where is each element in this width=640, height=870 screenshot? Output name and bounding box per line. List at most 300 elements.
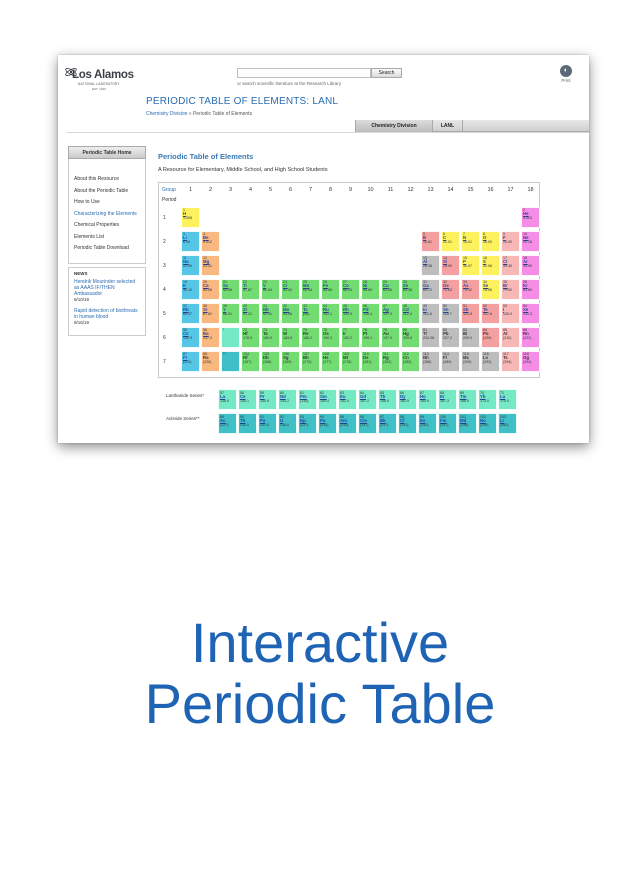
element-cell[interactable] — [521, 351, 540, 372]
element-cell[interactable] — [521, 303, 540, 324]
element-symbol: Po — [483, 331, 489, 337]
atomic-number: 22 — [243, 280, 247, 285]
atomic-mass: 28.09 — [443, 264, 452, 269]
element-cell[interactable] — [238, 413, 257, 434]
atomic-mass: 88.91 — [223, 312, 232, 317]
element-cell[interactable] — [361, 279, 380, 300]
element-cell[interactable] — [201, 279, 220, 300]
element-cell[interactable] — [281, 279, 300, 300]
element-cell[interactable] — [221, 279, 240, 300]
element-cell[interactable] — [421, 231, 440, 252]
sidebar-item[interactable]: Elements List — [74, 233, 105, 240]
atomic-number: 75 — [303, 328, 307, 333]
element-cell[interactable] — [461, 279, 480, 300]
atomic-number: 20 — [203, 280, 207, 285]
sidebar-item[interactable]: Characterizing the Elements — [74, 210, 137, 217]
element-cell[interactable] — [461, 231, 480, 252]
atomic-mass: 131.3 — [523, 312, 532, 317]
element-cell[interactable] — [521, 207, 540, 228]
element-symbol: Ge — [443, 283, 449, 289]
series-placeholder-cell[interactable] — [221, 351, 240, 372]
sidebar-item[interactable]: Chemical Properties — [74, 222, 120, 228]
element-cell[interactable] — [338, 413, 357, 434]
element-cell[interactable] — [501, 327, 520, 348]
header-divider — [66, 132, 589, 133]
element-cell[interactable] — [438, 389, 457, 410]
element-cell[interactable] — [481, 279, 500, 300]
atomic-number: 90 — [240, 414, 244, 419]
element-cell[interactable] — [341, 279, 360, 300]
atomic-mass: 192.2 — [343, 336, 352, 341]
element-cell[interactable] — [381, 303, 400, 324]
element-symbol: La — [220, 393, 226, 399]
element-symbol: Mo — [283, 307, 290, 313]
atomic-mass: 10.81 — [423, 240, 432, 245]
atomic-mass: 74.92 — [463, 288, 472, 293]
atomic-mass: 58.93 — [343, 288, 352, 293]
element-cell[interactable] — [358, 389, 377, 410]
element-cell[interactable] — [481, 255, 500, 276]
atomic-mass: 50.94 — [263, 288, 272, 293]
element-cell[interactable] — [418, 389, 437, 410]
element-cell[interactable] — [418, 413, 437, 434]
atomic-number: 77 — [343, 328, 347, 333]
element-cell[interactable] — [181, 327, 200, 348]
element-cell[interactable] — [298, 389, 317, 410]
lanthanide-series-label: Lanthanide Series* — [166, 393, 205, 398]
element-cell[interactable] — [241, 303, 260, 324]
atomic-number: 73 — [263, 328, 267, 333]
promo-line-2: Periodic Table — [144, 672, 496, 735]
element-cell[interactable] — [281, 351, 300, 372]
atomic-number: 13 — [423, 256, 427, 261]
element-cell[interactable] — [341, 327, 360, 348]
group-number: 8 — [328, 187, 333, 193]
atomic-mass: (282) — [383, 360, 392, 365]
element-cell[interactable] — [218, 413, 237, 434]
element-symbol: Cs — [183, 331, 189, 337]
group-number: 12 — [407, 187, 414, 193]
news-date: 9/16/19 — [74, 319, 90, 325]
atomic-mass: 207.2 — [443, 336, 452, 341]
element-cell[interactable] — [278, 389, 297, 410]
atomic-mass: 58.69 — [363, 288, 372, 293]
element-cell[interactable] — [321, 303, 340, 324]
element-cell[interactable] — [441, 351, 460, 372]
atomic-mass: 158.9 — [380, 398, 389, 403]
lanl-logo[interactable] — [64, 65, 134, 91]
element-cell[interactable] — [201, 351, 220, 372]
element-cell[interactable] — [441, 327, 460, 348]
element-cell[interactable] — [441, 231, 460, 252]
element-cell[interactable] — [401, 279, 420, 300]
nav-tab-lanl[interactable]: LANL — [433, 120, 463, 132]
element-cell[interactable] — [521, 279, 540, 300]
element-cell[interactable] — [301, 351, 320, 372]
element-cell[interactable] — [238, 389, 257, 410]
news-title: NEWS — [74, 270, 88, 276]
element-symbol: Bk — [380, 417, 386, 423]
element-cell[interactable] — [181, 207, 200, 228]
atomic-mass: 6.94 — [183, 240, 190, 245]
element-symbol: Y — [223, 307, 226, 313]
atomic-number: 10 — [523, 232, 527, 237]
element-cell[interactable] — [381, 279, 400, 300]
atomic-number: 48 — [403, 304, 407, 309]
group-number: 7 — [308, 187, 313, 193]
element-cell[interactable] — [421, 279, 440, 300]
news-link[interactable]: Rapid detection of biothreats in human blood — [74, 307, 138, 320]
element-cell[interactable] — [181, 279, 200, 300]
news-date: 9/10/19 — [74, 296, 90, 302]
atomic-mass: 91.22 — [243, 312, 252, 317]
element-cell[interactable] — [501, 231, 520, 252]
element-cell[interactable] — [378, 389, 397, 410]
news-link[interactable]: Hendrik Mourinder selected as AAAS IF/THEN Ambassador — [74, 278, 136, 297]
element-cell[interactable] — [458, 389, 477, 410]
element-cell[interactable] — [281, 327, 300, 348]
element-cell[interactable] — [458, 413, 477, 434]
atomic-mass: 178.5 — [243, 336, 252, 341]
element-symbol: Ce — [240, 393, 246, 399]
element-cell[interactable] — [421, 255, 440, 276]
element-symbol: Ar — [523, 259, 528, 265]
element-cell[interactable] — [481, 231, 500, 252]
atomic-mass: 14.01 — [463, 240, 472, 245]
element-cell[interactable] — [481, 327, 500, 348]
element-cell[interactable] — [521, 327, 540, 348]
group-number: 9 — [348, 187, 353, 193]
sidebar-item[interactable]: About the Periodic Table — [74, 187, 129, 194]
element-symbol: Es — [420, 417, 426, 423]
sidebar-item[interactable]: How to Use — [74, 199, 100, 205]
element-cell[interactable] — [441, 279, 460, 300]
logo-est: EST. 1943 — [92, 87, 106, 91]
element-cell[interactable] — [221, 303, 240, 324]
element-cell[interactable] — [261, 279, 280, 300]
element-cell[interactable] — [241, 351, 260, 372]
atomic-number: 109 — [343, 352, 349, 357]
atomic-number: 103 — [500, 414, 506, 419]
atomic-mass: (281) — [363, 360, 372, 365]
atomic-number: 97 — [380, 414, 384, 419]
search-input[interactable] — [237, 68, 371, 78]
element-symbol: Fl — [443, 355, 447, 361]
atomic-number: 44 — [323, 304, 327, 309]
element-cell[interactable] — [301, 279, 320, 300]
element-cell[interactable] — [481, 351, 500, 372]
breadcrumb-link-chemistry[interactable]: Chemistry Division — [146, 111, 188, 117]
atomic-number: 116 — [483, 352, 489, 357]
element-cell[interactable] — [398, 389, 417, 410]
atomic-mass: 127.6 — [483, 312, 492, 317]
element-cell[interactable] — [478, 413, 497, 434]
atomic-mass: (226) — [203, 360, 212, 365]
atomic-mass: 39.95 — [523, 264, 532, 269]
atomic-mass: (251) — [400, 422, 409, 427]
atomic-number: 9 — [503, 232, 505, 237]
atomic-mass: 52.00 — [283, 288, 292, 293]
element-cell[interactable] — [498, 389, 517, 410]
element-symbol: Ba — [203, 331, 209, 337]
element-cell[interactable] — [181, 255, 200, 276]
element-cell[interactable] — [498, 413, 517, 434]
element-symbol: Pr — [260, 393, 265, 399]
element-symbol: Gd — [360, 393, 366, 399]
element-symbol: Pb — [443, 331, 449, 337]
element-symbol: Li — [183, 235, 187, 241]
main-subtitle: A Resource for Elementary, Middle School, and High School Students — [158, 167, 328, 173]
atomic-mass: 106.4 — [363, 312, 372, 317]
element-cell[interactable] — [341, 351, 360, 372]
element-symbol: Ac — [220, 417, 226, 423]
element-cell[interactable] — [321, 327, 340, 348]
element-symbol: Tm — [460, 393, 467, 399]
element-cell[interactable] — [461, 303, 480, 324]
atomic-mass: 232.0 — [240, 422, 249, 427]
element-cell[interactable] — [501, 351, 520, 372]
atomic-mass: 132.9 — [183, 336, 192, 341]
element-cell[interactable] — [258, 389, 277, 410]
atomic-number: 88 — [203, 352, 207, 357]
atomic-number: 92 — [280, 414, 284, 419]
element-symbol: Ru — [323, 307, 329, 313]
element-cell[interactable] — [361, 327, 380, 348]
element-symbol: P — [463, 259, 466, 265]
element-symbol: Eu — [340, 393, 346, 399]
element-cell[interactable] — [478, 389, 497, 410]
element-symbol: Nh — [423, 355, 429, 361]
element-cell[interactable] — [398, 413, 417, 434]
atomic-mass: 195.1 — [363, 336, 372, 341]
element-cell[interactable] — [521, 231, 540, 252]
element-cell[interactable] — [481, 303, 500, 324]
element-cell[interactable] — [438, 413, 457, 434]
atomic-mass: 144.2 — [280, 398, 289, 403]
sidebar-item[interactable]: Periodic Table Download — [74, 245, 129, 251]
element-symbol: Ta — [263, 331, 268, 337]
element-cell[interactable] — [281, 303, 300, 324]
print-button[interactable] — [555, 65, 577, 83]
element-cell[interactable] — [258, 413, 277, 434]
element-cell[interactable] — [318, 413, 337, 434]
atomic-mass: 231.0 — [260, 422, 269, 427]
atomic-mass: 138.9 — [220, 398, 229, 403]
actinide-series-label: Actinide Series** — [166, 416, 200, 421]
element-cell[interactable] — [421, 327, 440, 348]
group-number: 18 — [527, 187, 534, 193]
search-hint[interactable]: or search scientific literature at the Research Library — [237, 81, 342, 86]
atomic-mass: 152.0 — [340, 398, 349, 403]
element-symbol: Na — [183, 259, 189, 265]
element-symbol: Cd — [403, 307, 409, 313]
element-cell[interactable] — [181, 351, 200, 372]
element-symbol: Np — [300, 417, 306, 423]
element-cell[interactable] — [361, 303, 380, 324]
element-cell[interactable] — [298, 413, 317, 434]
element-cell[interactable] — [318, 389, 337, 410]
atomic-mass: (285) — [403, 360, 412, 365]
atomic-number: 29 — [383, 280, 387, 285]
atomic-number: 76 — [323, 328, 327, 333]
period-number: 6 — [163, 334, 166, 341]
element-cell[interactable] — [461, 255, 480, 276]
atomic-number: 69 — [460, 390, 464, 395]
element-cell[interactable] — [261, 351, 280, 372]
element-cell[interactable] — [421, 303, 440, 324]
atomic-number: 70 — [480, 390, 484, 395]
atomic-mass: 150.4 — [320, 398, 329, 403]
series-placeholder-cell[interactable] — [221, 327, 240, 348]
atomic-mass: 102.9 — [343, 312, 352, 317]
atomic-number: 96 — [360, 414, 364, 419]
element-cell[interactable] — [321, 279, 340, 300]
atomic-number: 91 — [260, 414, 264, 419]
element-cell[interactable] — [321, 351, 340, 372]
element-cell[interactable] — [381, 327, 400, 348]
element-symbol: I — [503, 307, 505, 313]
nav-tab-chemistry-division[interactable]: Chemistry Division — [355, 120, 433, 132]
atomic-mass: 20.18 — [523, 240, 532, 245]
element-cell[interactable] — [181, 303, 200, 324]
atomic-mass: 24.31 — [203, 264, 212, 269]
element-symbol: Sn — [443, 307, 449, 313]
atomic-mass: 39.10 — [183, 288, 192, 293]
atomic-mass: (268) — [263, 360, 272, 365]
atomic-number: 32 — [443, 280, 447, 285]
search-button[interactable]: Search — [371, 68, 402, 78]
series-marker: * — [223, 328, 225, 333]
atomic-number: 31 — [423, 280, 427, 285]
element-cell[interactable] — [501, 279, 520, 300]
atomic-number: 102 — [480, 414, 486, 419]
atomic-mass: (267) — [243, 360, 252, 365]
element-symbol: Dy — [400, 393, 406, 399]
element-cell[interactable] — [181, 231, 200, 252]
element-cell[interactable] — [378, 413, 397, 434]
element-cell[interactable] — [201, 327, 220, 348]
element-cell[interactable] — [401, 303, 420, 324]
element-cell[interactable] — [461, 327, 480, 348]
atomic-mass: 69.72 — [423, 288, 432, 293]
sidebar-header[interactable]: Periodic Table Home — [68, 146, 146, 159]
element-cell[interactable] — [521, 255, 540, 276]
atomic-number: 11 — [183, 256, 187, 261]
element-symbol: Rg — [383, 355, 389, 361]
element-symbol: Rf — [243, 355, 248, 361]
element-symbol: Au — [383, 331, 389, 337]
element-cell[interactable] — [241, 327, 260, 348]
element-cell[interactable] — [278, 413, 297, 434]
element-symbol: Fr — [183, 355, 188, 361]
group-number: 16 — [487, 187, 494, 193]
element-cell[interactable] — [401, 327, 420, 348]
atomic-mass: 137.3 — [203, 336, 212, 341]
atomic-mass: (209) — [483, 336, 492, 341]
atomic-number: 113 — [423, 352, 429, 357]
element-cell[interactable] — [341, 303, 360, 324]
atomic-mass: (277) — [323, 360, 332, 365]
atomic-number: 71 — [500, 390, 504, 395]
atomic-number: 80 — [403, 328, 407, 333]
element-symbol: Fm — [440, 417, 447, 423]
element-symbol: Xe — [523, 307, 529, 313]
atomic-number: 25 — [303, 280, 307, 285]
element-symbol: Rn — [523, 331, 529, 337]
element-symbol: K — [183, 283, 187, 289]
element-symbol: N — [463, 235, 467, 241]
element-cell[interactable] — [201, 231, 220, 252]
atomic-number: 63 — [340, 390, 344, 395]
element-symbol: Hf — [243, 331, 248, 337]
element-cell[interactable] — [241, 279, 260, 300]
element-cell[interactable] — [501, 255, 520, 276]
atomic-mass: 204.38 — [423, 336, 434, 341]
sidebar-item[interactable]: About this Resource — [74, 176, 120, 182]
group-number: 15 — [467, 187, 474, 193]
atomic-mass: 114.8 — [423, 312, 432, 317]
element-cell[interactable] — [361, 351, 380, 372]
atomic-number: 66 — [400, 390, 404, 395]
atomic-number: 118 — [523, 352, 529, 357]
atomic-mass: 157.2 — [360, 398, 369, 403]
atomic-mass: 30.97 — [463, 264, 472, 269]
atomic-mass: (259) — [480, 422, 489, 427]
element-cell[interactable] — [441, 255, 460, 276]
atomic-number: 104 — [243, 352, 249, 357]
atomic-mass: (247) — [380, 422, 389, 427]
element-symbol: Pt — [363, 331, 368, 337]
atomic-number: 64 — [360, 390, 364, 395]
element-cell[interactable] — [358, 413, 377, 434]
group-number: 5 — [268, 187, 273, 193]
atomic-mass: (294) — [503, 360, 512, 365]
element-cell[interactable] — [261, 327, 280, 348]
atomic-number: 51 — [463, 304, 467, 309]
atomic-mass: 121.8 — [463, 312, 472, 317]
element-symbol: Ga — [423, 283, 429, 289]
element-cell[interactable] — [461, 351, 480, 372]
element-symbol: Te — [483, 307, 488, 313]
element-cell[interactable] — [421, 351, 440, 372]
element-cell[interactable] — [338, 389, 357, 410]
atomic-mass: 65.38 — [403, 288, 412, 293]
element-symbol: Bi — [463, 331, 468, 337]
atomic-mass: (244) — [320, 422, 329, 427]
element-cell[interactable] — [301, 327, 320, 348]
element-cell[interactable] — [401, 351, 420, 372]
atomic-mass: 173.0 — [480, 398, 489, 403]
element-cell[interactable] — [501, 303, 520, 324]
atomic-number: 61 — [300, 390, 304, 395]
element-cell[interactable] — [201, 255, 220, 276]
element-symbol: Ho — [420, 393, 426, 399]
element-cell[interactable] — [381, 351, 400, 372]
element-cell[interactable] — [261, 303, 280, 324]
atomic-number: 93 — [300, 414, 304, 419]
element-symbol: Cn — [403, 355, 409, 361]
atomic-number: 1 — [183, 208, 185, 213]
element-symbol: He — [523, 211, 529, 217]
element-cell[interactable] — [441, 303, 460, 324]
element-cell[interactable] — [301, 303, 320, 324]
element-cell[interactable] — [218, 389, 237, 410]
atomic-mass: (293) — [483, 360, 492, 365]
atomic-number: 19 — [183, 280, 187, 285]
element-cell[interactable] — [201, 303, 220, 324]
element-symbol: Mn — [303, 283, 310, 289]
atomic-mass: (237) — [300, 422, 309, 427]
